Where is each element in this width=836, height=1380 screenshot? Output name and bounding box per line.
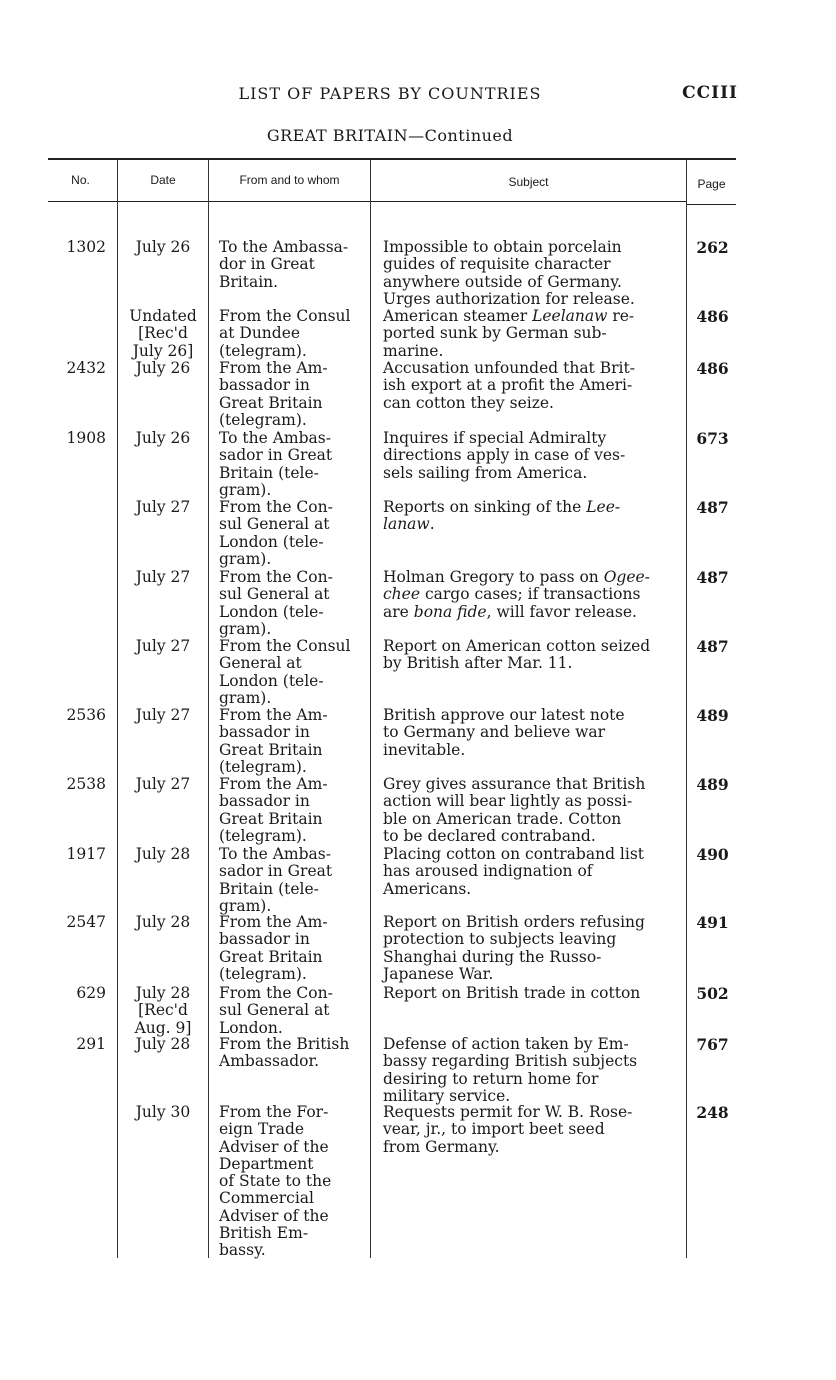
row-number: 2538 <box>66 775 106 793</box>
row-number: 2536 <box>66 706 106 724</box>
row-date: July 27 <box>135 568 191 586</box>
row-date: July 28 <box>135 845 191 863</box>
row-subject: American steamer Leelanaw re- ported sunk by German sub- marine. <box>383 307 635 360</box>
row-subject: British approve our latest note to Germany and believe war inevitable. <box>383 706 625 759</box>
row-date: July 27 <box>135 637 191 655</box>
row-page: 487 <box>696 568 729 587</box>
row-subject: Defense of action taken by Em- bassy regarding British subjects desiring to return home for military service. <box>383 1035 638 1105</box>
row-page: 487 <box>696 637 729 656</box>
column-divider-1 <box>117 160 118 1258</box>
column-header-date: Date <box>150 173 176 187</box>
row-from-whom: From the Am- bassador in Great Britain (telegram). <box>219 913 328 983</box>
row-date: July 26 <box>135 238 191 256</box>
column-header-subject: Subject <box>508 175 549 189</box>
row-date: July 30 <box>135 1103 191 1121</box>
row-subject: Report on British trade in cotton <box>383 984 641 1002</box>
row-number: 291 <box>76 1035 106 1053</box>
row-from-whom: From the Am- bassador in Great Britain (telegram). <box>219 706 328 776</box>
row-page: 262 <box>696 238 729 257</box>
row-subject: Report on American cotton seized by British after Mar. 11. <box>383 637 651 673</box>
row-subject: Accusation unfounded that Brit- ish export at a profit the Ameri- can cotton they seize. <box>383 359 635 412</box>
row-page: 491 <box>696 913 729 932</box>
row-page: 486 <box>696 359 729 378</box>
table-top-rule <box>48 158 736 160</box>
row-from-whom: From the Con- sul General at London (tele- gram). <box>219 568 333 638</box>
row-subject: Impossible to obtain porcelain guides of requisite character anywhere outside of Germany. Urges authorization for release. <box>383 238 635 308</box>
row-date: July 27 <box>135 706 191 724</box>
row-subject: Report on British orders refusing protection to subjects leaving Shanghai during the Russo- Japanese War. <box>383 913 645 983</box>
row-from-whom: To the Ambassa- dor in Great Britain. <box>219 238 349 291</box>
column-divider-2 <box>208 160 209 1258</box>
row-subject: Grey gives assurance that British action will bear lightly as possi- ble on American trade. Cotton to be declared contraband. <box>383 775 646 845</box>
row-page: 487 <box>696 498 729 517</box>
header-bottom-rule-left <box>48 201 686 202</box>
row-from-whom: To the Ambas- sador in Great Britain (tele- gram). <box>219 429 333 499</box>
row-number: 629 <box>76 984 106 1002</box>
running-title: LIST OF PAPERS BY COUNTRIES <box>238 84 542 103</box>
row-page: 489 <box>696 775 729 794</box>
row-date: July 28 <box>135 1035 191 1053</box>
row-subject: Requests permit for W. B. Rose- vear, jr., to import beet seed from Germany. <box>383 1103 633 1156</box>
row-date: July 27 <box>135 775 191 793</box>
column-divider-3 <box>370 160 371 1258</box>
column-header-page: Page <box>697 177 726 191</box>
row-from-whom: From the Consul General at London (tele- gram). <box>219 637 351 707</box>
row-subject: Holman Gregory to pass on Ogee- chee cargo cases; if transactions are bona fide, will favor release. <box>383 568 650 621</box>
row-subject: Inquires if special Admiralty directions apply in case of ves- sels sailing from America. <box>383 429 626 482</box>
row-from-whom: To the Ambas- sador in Great Britain (tele- gram). <box>219 845 333 915</box>
row-date: July 28 [Rec'd Aug. 9] <box>134 984 192 1037</box>
row-from-whom: From the Am- bassador in Great Britain (telegram). <box>219 359 328 429</box>
row-date: Undated [Rec'd July 26] <box>129 307 197 360</box>
column-header-no: No. <box>71 173 90 187</box>
row-subject: Placing cotton on contraband list has aroused indignation of Americans. <box>383 845 645 898</box>
row-number: 1908 <box>66 429 106 447</box>
row-date: July 26 <box>135 429 191 447</box>
row-subject: Reports on sinking of the Lee- lanaw. <box>383 498 621 534</box>
row-from-whom: From the Con- sul General at London (tele- gram). <box>219 498 333 568</box>
row-page: 673 <box>696 429 729 448</box>
row-number: 2432 <box>66 359 106 377</box>
row-from-whom: From the Con- sul General at London. <box>219 984 333 1037</box>
row-from-whom: From the Am- bassador in Great Britain (telegram). <box>219 775 328 845</box>
row-page: 767 <box>696 1035 729 1054</box>
row-number: 1302 <box>66 238 106 256</box>
header-bottom-rule-right <box>686 204 736 205</box>
row-page: 486 <box>696 307 729 326</box>
row-page: 248 <box>696 1103 729 1122</box>
row-from-whom: From the Consul at Dundee (telegram). <box>219 307 351 360</box>
page-number: CCIII <box>682 83 738 103</box>
row-number: 2547 <box>66 913 106 931</box>
row-page: 490 <box>696 845 729 864</box>
row-from-whom: From the British Ambassador. <box>219 1035 350 1071</box>
row-from-whom: From the For- eign Trade Adviser of the Department of State to the Commercial Adviser of the British Em- bassy. <box>219 1103 332 1260</box>
row-date: July 28 <box>135 913 191 931</box>
row-page: 502 <box>696 984 729 1003</box>
row-date: July 26 <box>135 359 191 377</box>
row-page: 489 <box>696 706 729 725</box>
column-header-from: From and to whom <box>239 173 340 187</box>
column-divider-4 <box>686 160 687 1258</box>
row-number: 1917 <box>66 845 106 863</box>
section-title: GREAT BRITAIN—Continued <box>266 126 514 145</box>
row-date: July 27 <box>135 498 191 516</box>
